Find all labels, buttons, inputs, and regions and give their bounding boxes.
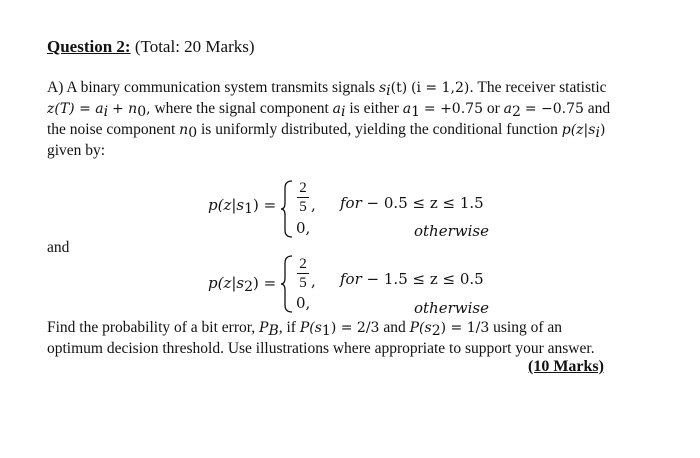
pdf2-for: for [340, 270, 362, 288]
question-label: Question 2: [47, 37, 131, 56]
pdf2-zero: 0, [296, 294, 311, 312]
n0-symbol: n [179, 122, 189, 138]
marks-label: (10 Marks) [528, 358, 604, 375]
ps1: (s [309, 320, 322, 336]
pdf2-denominator: 5 [299, 275, 307, 291]
signal-symbol: s [378, 80, 387, 96]
pdf1-lhs [208, 196, 277, 217]
sub-i: i [103, 104, 109, 120]
sub-2: 2 [512, 104, 521, 120]
signal-index: i [386, 83, 391, 99]
ps1-value: ) = 2/3 [330, 320, 380, 336]
question-title [47, 37, 255, 57]
noise-sub: 0 [137, 104, 147, 120]
pdf2-numerator: 2 [299, 256, 307, 272]
either-text: is either [349, 100, 399, 117]
noise-component-text: the noise component [47, 121, 176, 138]
task-line-2: optimum decision threshold. Use illustrations where appropriate to support your answer. [47, 340, 595, 357]
and-text: and [587, 100, 611, 117]
pdf1-brace-icon [280, 180, 294, 238]
pdf1-fraction [297, 180, 309, 215]
and-word: and [47, 239, 70, 256]
part-a-line-1 [47, 78, 659, 99]
n0-sub: 0 [188, 125, 198, 141]
statistic-expr: z(T) = a [47, 101, 104, 117]
sub-i: i [341, 104, 346, 120]
ps2: (s [419, 320, 432, 336]
fraction-bar [297, 273, 309, 274]
pdf2-condition [340, 270, 484, 288]
sub-1: 1 [244, 201, 254, 217]
cond-func: p(z|s [561, 122, 596, 138]
pdf2-lhs-text: p(z|s [208, 274, 245, 292]
pdf1-denominator: 5 [299, 199, 307, 215]
noise-expr: + n [111, 101, 138, 117]
index-set: (i = 1,2). [411, 80, 474, 96]
a1-value: = +0.75 [423, 101, 483, 117]
intro-text: A) A binary communication system transmits signals [47, 79, 376, 96]
a-symbol: a [332, 101, 341, 117]
pdf1-for: for [340, 194, 362, 212]
pdf2-fraction [297, 256, 309, 291]
receiver-text: The receiver statistic [477, 79, 607, 96]
question-total: (Total: 20 Marks) [134, 37, 255, 56]
p-symbol: P [409, 320, 420, 336]
sub-1: 1 [411, 104, 421, 120]
task-text-b: , if [278, 319, 296, 336]
pdf1-zero: 0, [296, 219, 311, 237]
sub-1: 1 [321, 323, 331, 339]
task-line-1 [47, 318, 659, 339]
pdf2-brace-icon [280, 255, 294, 313]
pdf1-condition [340, 194, 484, 212]
pdf2-lhs [208, 274, 277, 295]
sub-2: 2 [244, 279, 254, 295]
pdf1-numerator: 2 [299, 180, 307, 196]
pdf2-range: − 1.5 ≤ z ≤ 0.5 [366, 270, 484, 288]
pdf2-comma: , [311, 272, 316, 290]
task-and: and [383, 319, 406, 336]
given-by-text: given by: [47, 142, 106, 159]
cond-close: ) [599, 122, 606, 138]
a1-symbol: a [402, 101, 412, 117]
p-symbol: P [299, 320, 310, 336]
signal-component-text: where the signal component [154, 100, 329, 117]
or-text: or [486, 100, 500, 117]
pdf2-lhs-close: ) = [253, 274, 277, 292]
ps2-value: ) = 1/3 [440, 320, 490, 336]
pdf2-otherwise [414, 299, 489, 317]
pdf1-comma: , [311, 196, 316, 214]
pdf1-range: − 0.5 ≤ z ≤ 1.5 [366, 194, 484, 212]
part-a-line-4 [47, 141, 659, 162]
task-text-c: using of an [493, 319, 562, 336]
task-text-a: Find the probability of a bit error, [47, 319, 256, 336]
pb-symbol: P [259, 320, 269, 336]
a2-value: = −0.75 [524, 101, 584, 117]
pdf2-otherwise-text: otherwise [414, 299, 489, 317]
pdf1-otherwise-text: otherwise [414, 222, 489, 240]
pdf1-lhs-text: p(z|s [208, 196, 245, 214]
uniform-text: is uniformly distributed, yielding the conditional function [200, 121, 558, 138]
fraction-bar [297, 197, 309, 198]
comma: , [146, 101, 151, 117]
pdf1-lhs-close: ) = [253, 196, 277, 214]
signal-arg: (t) [390, 80, 408, 96]
pdf1-otherwise [414, 222, 489, 240]
part-a-line-2 [47, 99, 659, 120]
sub-2: 2 [431, 323, 441, 339]
sub-i: i [595, 125, 600, 141]
part-a-line-3 [47, 120, 659, 141]
pb-sub: B [268, 323, 279, 339]
a2-symbol: a [503, 101, 513, 117]
